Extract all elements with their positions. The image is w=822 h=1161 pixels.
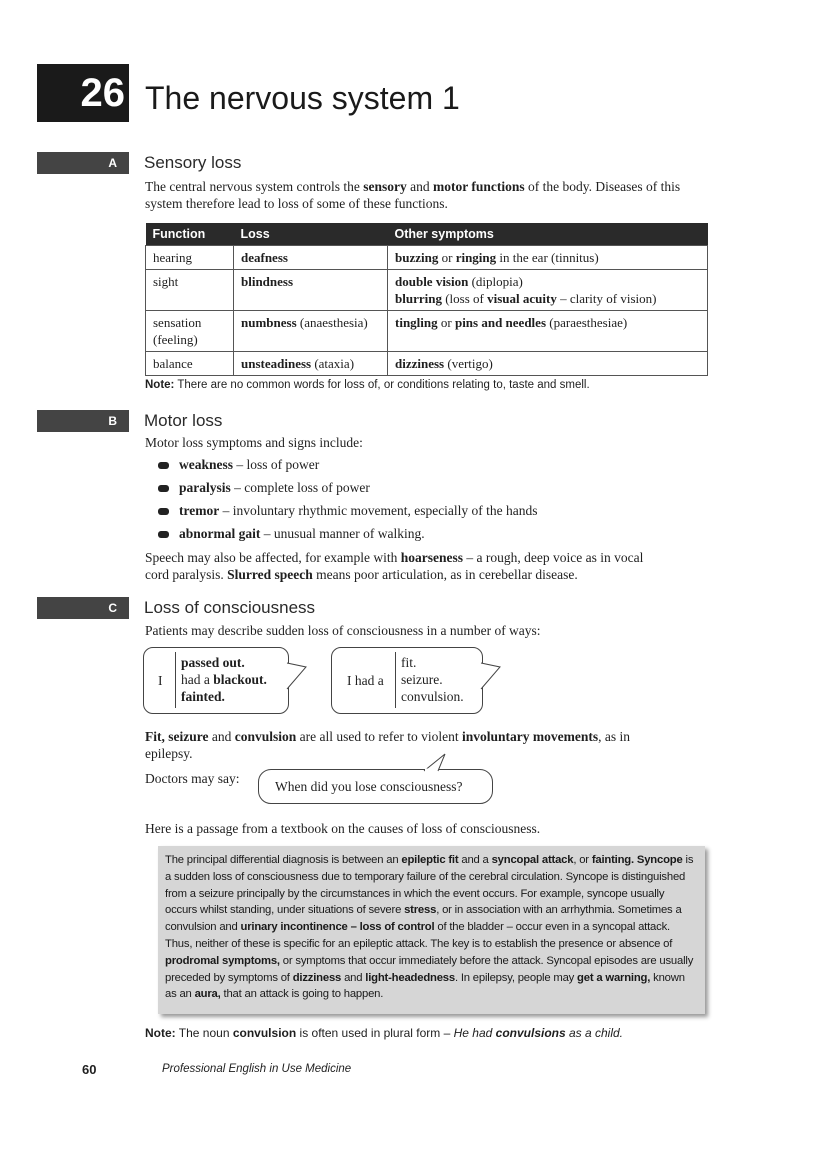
bubble-option: convulsion. bbox=[401, 689, 464, 704]
section-a-tab: A bbox=[37, 152, 129, 174]
section-c-tab: C bbox=[37, 597, 129, 619]
table-cell: sensation (feeling) bbox=[146, 311, 234, 352]
table-header-cell: Other symptoms bbox=[388, 223, 708, 246]
table-header-row bbox=[146, 223, 708, 246]
table-cell: deafness bbox=[234, 246, 388, 270]
bubble-subject: I had a bbox=[347, 673, 384, 688]
table-row bbox=[146, 311, 708, 352]
section-b-tab: B bbox=[37, 410, 129, 432]
section-a-title: Sensory loss bbox=[144, 153, 242, 172]
bullet-icon bbox=[158, 485, 169, 492]
bubble-subject: I bbox=[158, 673, 163, 688]
table-header-cell: Loss bbox=[234, 223, 388, 246]
speech-paragraph: Speech may also be affected, for example with hoarseness – a rough, deep voice as in vocal cord paralysis. Slurred speech means poor articulation, as in cerebellar disease. bbox=[145, 550, 644, 582]
section-c-intro: Patients may describe sudden loss of consciousness in a number of ways: bbox=[145, 623, 541, 638]
bubble-option: passed out. bbox=[181, 655, 245, 670]
section-c-note: Note: The noun convulsion is often used in plural form – He had convulsions as a child. bbox=[145, 1026, 624, 1040]
motor-loss-list bbox=[158, 456, 538, 548]
page-number: 60 bbox=[82, 1062, 97, 1077]
unit-number-badge: 26 bbox=[37, 64, 129, 122]
bubble-tail-icon bbox=[420, 752, 450, 772]
doctor-speech-bubble bbox=[258, 769, 493, 804]
book-title: Professional English in Use Medicine bbox=[162, 1063, 352, 1075]
table-cell: dizziness (vertigo) bbox=[388, 352, 708, 376]
fit-paragraph: Fit, seizure and convulsion are all used to refer to violent involuntary movements, as in epilepsy. bbox=[145, 729, 630, 761]
table-cell: sight bbox=[146, 270, 234, 311]
page-title: The nervous system 1 bbox=[145, 80, 460, 116]
doctor-question: When did you lose consciousness? bbox=[275, 779, 463, 794]
doctors-label: Doctors may say: bbox=[145, 771, 240, 786]
table-header-cell: Function bbox=[146, 223, 234, 246]
section-b-title: Motor loss bbox=[144, 411, 223, 430]
table-cell: unsteadiness (ataxia) bbox=[234, 352, 388, 376]
bubble-tail-icon bbox=[474, 655, 502, 691]
bullet-icon bbox=[158, 462, 169, 469]
section-a-intro: The central nervous system controls the sensory and motor functions of the body. Diseases of this system therefore lead to loss of some of these functions. bbox=[145, 179, 681, 211]
table-cell: buzzing or ringing in the ear (tinnitus) bbox=[388, 246, 708, 270]
table-cell: tingling or pins and needles (paraesthesiae) bbox=[388, 311, 708, 352]
section-b-intro: Motor loss symptoms and signs include: bbox=[145, 435, 363, 450]
table-cell: hearing bbox=[146, 246, 234, 270]
bubble-tail-icon bbox=[280, 655, 308, 691]
list-item: paralysis – complete loss of power bbox=[158, 479, 538, 502]
bubble-option: had a blackout. bbox=[181, 672, 267, 687]
table-cell: numbness (anaesthesia) bbox=[234, 311, 388, 352]
patient-speech-bubble-1 bbox=[143, 647, 289, 714]
table-cell: double vision (diplopia) blurring (loss of visual acuity – clarity of vision) bbox=[388, 270, 708, 311]
bubble-option: seizure. bbox=[401, 672, 443, 687]
section-a-note: Note: There are no common words for loss of, or conditions relating to, taste and smell. bbox=[145, 379, 590, 391]
bullet-icon bbox=[158, 508, 169, 515]
section-c-title: Loss of consciousness bbox=[144, 598, 316, 617]
table-cell: blindness bbox=[234, 270, 388, 311]
textbook-passage: The principal differential diagnosis is between an epileptic fit and a syncopal attack, or fainting. Syncope is a sudden loss of consciousness due to temporary failure of the cerebral circulation. Syncope is distinguished from a seizure principally by the circumstances in which the event occurs. For example, syncope usually occurs whilst standing, under situations of severe stress, or in association with an arrhythmia. Sometimes a convulsion and urinary incontinence – loss of control of the bladder – occur even in a syncopal attack. Thus, neither of these is specific for an epileptic attack. The key is to establish the presence or absence of prodromal symptoms, or symptoms that occur immediately before the attack. Syncopal episodes are usually preceded by symptoms of dizziness and light-headedness. In epilepsy, people may get a warning, known as an aura, that an attack is going to happen. bbox=[158, 846, 705, 1014]
table-cell: balance bbox=[146, 352, 234, 376]
list-item: abnormal gait – unusual manner of walking. bbox=[158, 525, 538, 548]
passage-intro: Here is a passage from a textbook on the causes of loss of consciousness. bbox=[145, 821, 541, 836]
bubble-option: fit. bbox=[401, 655, 417, 670]
function-loss-table bbox=[145, 223, 708, 376]
table-row bbox=[146, 352, 708, 376]
list-item: weakness – loss of power bbox=[158, 456, 538, 479]
bubble-option: fainted. bbox=[181, 689, 225, 704]
table-row bbox=[146, 270, 708, 311]
bullet-icon bbox=[158, 531, 169, 538]
list-item: tremor – involuntary rhythmic movement, especially of the hands bbox=[158, 502, 538, 525]
patient-speech-bubble-2 bbox=[331, 647, 483, 714]
table-row bbox=[146, 246, 708, 270]
